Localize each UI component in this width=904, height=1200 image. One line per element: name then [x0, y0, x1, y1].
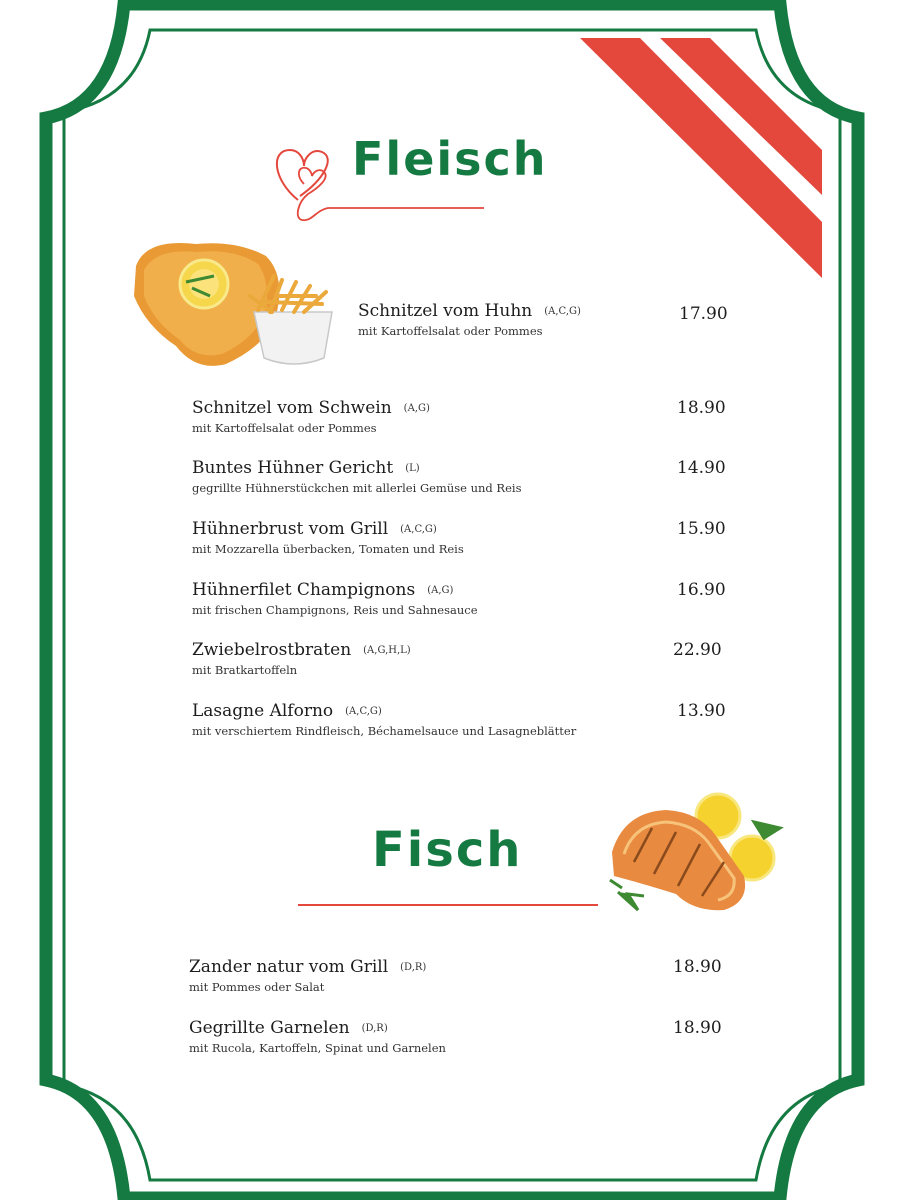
item-name: Zwiebelrostbraten	[192, 640, 352, 660]
item-description: mit frischen Champignons, Reis und Sahnesauce	[192, 603, 478, 617]
item-name: Schnitzel vom Huhn	[358, 301, 533, 321]
menu-item	[192, 701, 576, 738]
corner-stripes	[580, 38, 822, 278]
item-description: mit verschiertem Rindfleisch, Béchamelsauce und Lasagneblätter	[192, 724, 577, 738]
item-price: 14.90	[677, 458, 726, 478]
chicken-schnitzel-with-fries-illustration	[126, 236, 342, 372]
fisch-divider	[298, 904, 598, 906]
grilled-salmon-with-lemon-illustration	[604, 792, 786, 916]
menu-item	[192, 458, 521, 495]
item-description: mit Rucola, Kartoffeln, Spinat und Garnelen	[189, 1041, 446, 1055]
item-allergens: (D,R)	[361, 1023, 388, 1034]
item-allergens: (A,G,H,L)	[363, 645, 411, 656]
item-price: 16.90	[677, 580, 726, 600]
item-description: mit Pommes oder Salat	[189, 980, 325, 994]
item-allergens: (D,R)	[400, 962, 427, 973]
item-price: 18.90	[677, 398, 726, 418]
menu-item	[192, 398, 430, 435]
menu-item	[192, 519, 464, 556]
item-description: mit Kartoffelsalat oder Pommes	[358, 324, 543, 338]
item-name: Lasagne Alforno	[192, 701, 334, 721]
menu-item	[189, 957, 426, 994]
item-description: mit Mozzarella überbacken, Tomaten und Reis	[192, 542, 464, 556]
item-allergens: (A,G)	[403, 403, 430, 414]
menu-item	[192, 580, 478, 617]
item-name: Hühnerfilet Champignons	[192, 580, 416, 600]
menu-item	[192, 640, 411, 677]
item-name: Schnitzel vom Schwein	[192, 398, 392, 418]
item-description: mit Kartoffelsalat oder Pommes	[192, 421, 377, 435]
item-name: Buntes Hühner Gericht	[192, 458, 394, 478]
item-name: Hühnerbrust vom Grill	[192, 519, 389, 539]
item-description: gegrillte Hühnerstückchen mit allerlei Gemüse und Reis	[192, 481, 522, 495]
menu-item	[189, 1018, 446, 1055]
item-price: 18.90	[673, 957, 722, 977]
item-price: 22.90	[673, 640, 722, 660]
item-allergens: (A,C,G)	[345, 706, 382, 717]
item-price: 17.90	[679, 304, 728, 324]
item-allergens: (A,C,G)	[400, 524, 437, 535]
item-price: 13.90	[677, 701, 726, 721]
item-description: mit Bratkartoffeln	[192, 663, 298, 677]
menu-item	[358, 301, 581, 338]
item-allergens: (L)	[405, 463, 420, 474]
item-allergens: (A,C,G)	[544, 306, 581, 317]
item-name: Gegrillte Garnelen	[189, 1018, 350, 1038]
item-allergens: (A,G)	[427, 585, 454, 596]
section-title-fleisch: Fleisch	[352, 132, 548, 186]
item-price: 15.90	[677, 519, 726, 539]
item-price: 18.90	[673, 1018, 722, 1038]
section-title-fisch: Fisch	[372, 822, 523, 878]
item-name: Zander natur vom Grill	[189, 957, 389, 977]
